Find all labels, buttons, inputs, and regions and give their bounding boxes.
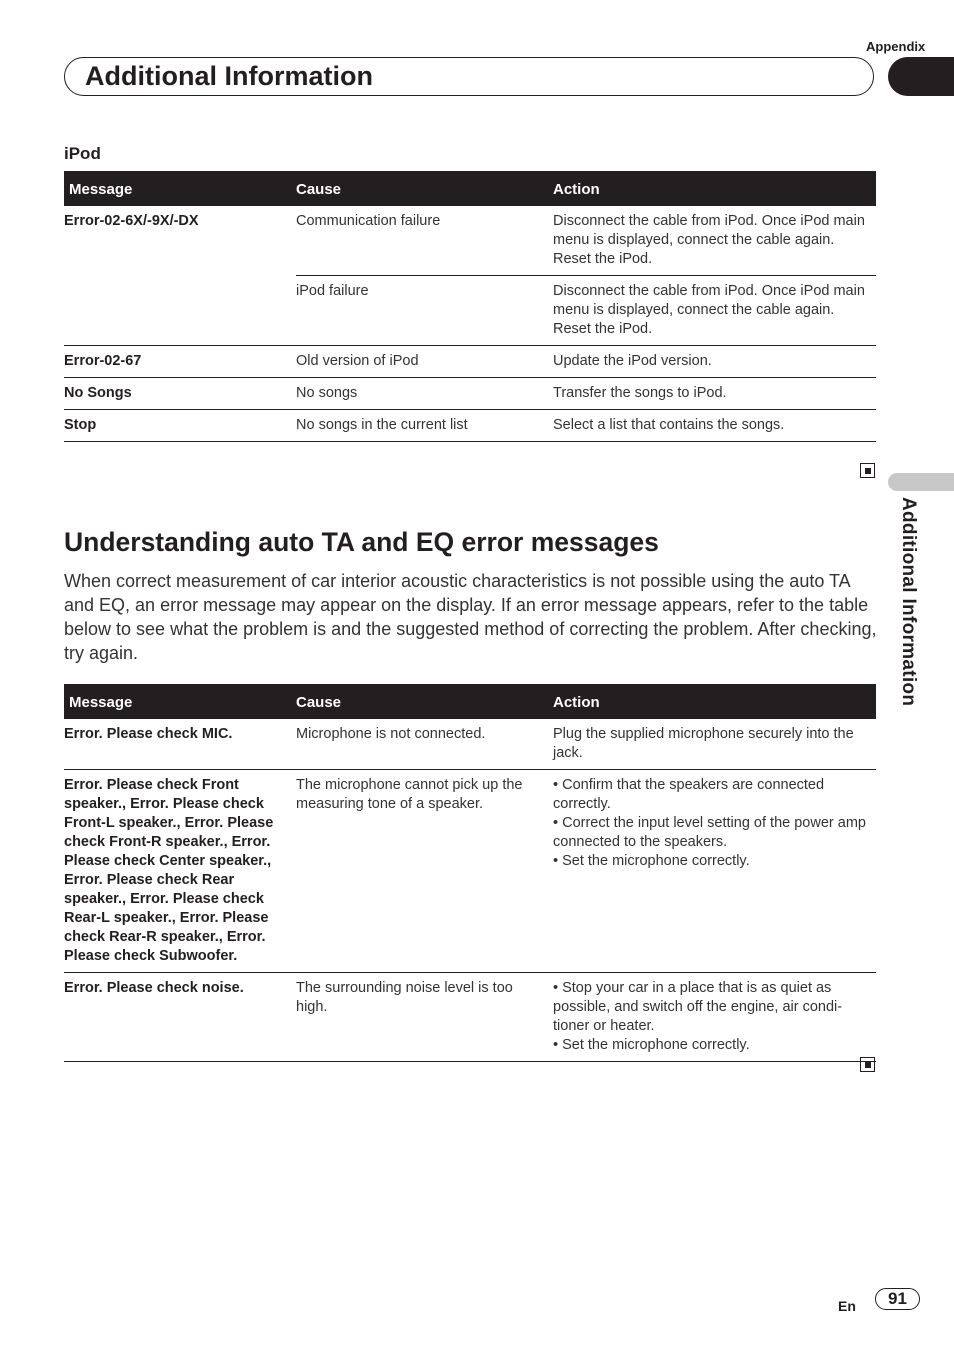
message-cell	[64, 276, 296, 346]
column-header-cause: Cause	[296, 171, 553, 206]
table-row	[64, 973, 876, 1062]
action-line: Reset the iPod.	[553, 251, 653, 267]
language-label: En	[838, 1298, 856, 1314]
action-line: • Stop your car in a place that is as quiet as possible, and switch off the engine, air condi-tioner or heater.	[553, 980, 843, 1034]
column-header-cause: Cause	[296, 684, 553, 719]
side-tab-marker	[888, 473, 954, 491]
section-header	[64, 57, 874, 96]
table-row	[64, 206, 876, 276]
end-of-section-icon	[860, 463, 875, 478]
action-line: Disconnect the cable from iPod. Once iPod main menu is displayed, connect the cable again.	[553, 283, 865, 318]
cause-cell: No songs in the current list	[296, 410, 553, 442]
ipod-heading: iPod	[64, 144, 101, 163]
table-row	[64, 770, 876, 973]
side-tab-label: Additional Information	[898, 497, 919, 707]
cause-cell: iPod failure	[296, 276, 553, 346]
action-line: Reset the iPod.	[553, 321, 653, 337]
table-row	[64, 378, 876, 410]
column-header-action: Action	[553, 171, 876, 206]
message-cell: Error. Please check MIC.	[64, 719, 296, 770]
ipod-error-table	[64, 171, 876, 442]
intro-paragraph: When correct measurement of car interior acoustic characteristics is not possible using the auto TA and EQ, an error message may appear on the display. If an error message appears, refer to the table below to see what the problem is and the suggested method of correcting the problem. After checking, try again.	[64, 571, 877, 663]
end-of-section-icon	[860, 1057, 875, 1072]
appendix-label: Appendix	[866, 39, 926, 54]
table-row	[64, 346, 876, 378]
message-cell: Error. Please check Front speaker., Error. Please check Front-L speaker., Error. Please check Front-R speaker., Error. Please check Center speaker., Error. Please check Rear speaker., Error. Please check Rear-L speaker., Error. Please check Rear-R speaker., Error. Please check Subwoofer.	[64, 770, 296, 973]
action-line: • Confirm that the speakers are connected correctly.	[553, 777, 825, 812]
action-line: • Set the microphone correctly.	[553, 853, 750, 869]
action-cell: Update the iPod version.	[553, 346, 876, 378]
cause-cell: The surrounding noise level is too high.	[296, 973, 553, 1062]
cause-cell: Communication failure	[296, 206, 553, 276]
table-header-row	[64, 171, 876, 206]
page-number: 91	[875, 1288, 920, 1310]
cause-cell: No songs	[296, 378, 553, 410]
section-tab-marker	[888, 57, 954, 96]
action-line: • Set the microphone correctly.	[553, 1037, 750, 1053]
table-row	[64, 276, 876, 346]
column-header-message: Message	[64, 171, 296, 206]
message-cell: Error-02-6X/-9X/-DX	[64, 213, 199, 229]
message-cell: Error. Please check noise.	[64, 973, 296, 1062]
column-header-message: Message	[64, 684, 296, 719]
column-header-action: Action	[553, 684, 876, 719]
action-line: Plug the supplied microphone securely into the jack.	[553, 726, 854, 761]
table-header-row	[64, 684, 876, 719]
message-cell: Stop	[64, 410, 296, 442]
action-cell	[553, 973, 876, 1062]
action-line: • Correct the input level setting of the power amp connected to the speakers.	[553, 815, 866, 850]
table-row	[64, 410, 876, 442]
cause-cell: Old version of iPod	[296, 346, 553, 378]
cause-cell: Microphone is not connected.	[296, 719, 553, 770]
action-cell	[553, 276, 876, 346]
message-cell: Error-02-67	[64, 346, 296, 378]
section-heading: Understanding auto TA and EQ error messages	[64, 527, 659, 557]
action-line: Disconnect the cable from iPod. Once iPod main menu is displayed, connect the cable again.	[553, 213, 865, 248]
action-cell: Select a list that contains the songs.	[553, 410, 876, 442]
section-title: Additional Information	[85, 61, 373, 91]
ta-eq-error-table	[64, 684, 876, 1062]
action-cell: Transfer the songs to iPod.	[553, 378, 876, 410]
action-cell	[553, 719, 876, 770]
table-row	[64, 719, 876, 770]
cause-cell: The microphone cannot pick up the measuring tone of a speaker.	[296, 770, 553, 973]
action-cell	[553, 770, 876, 973]
action-cell	[553, 206, 876, 276]
message-cell: No Songs	[64, 378, 296, 410]
